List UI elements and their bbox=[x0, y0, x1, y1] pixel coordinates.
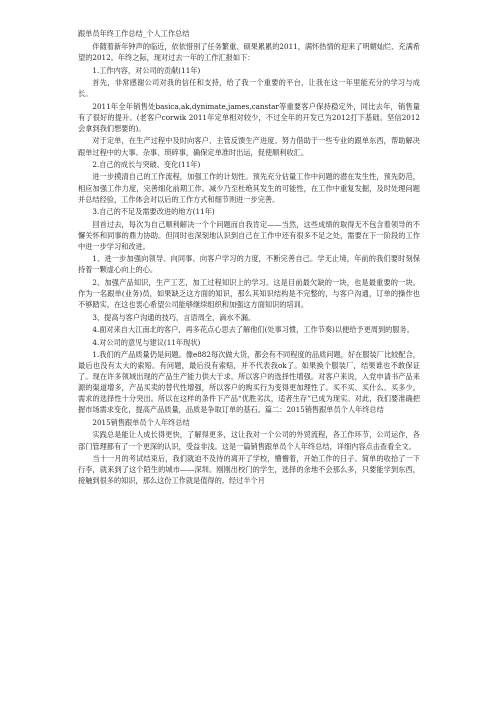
section-heading-growth: 2.自己的成长与突破、变化(11年) bbox=[92, 159, 201, 169]
paragraph: 实践总是能让人成长得更快，了解得更多，这让我对一个公司的外贸流程，各工作环节，公司运作，各部门管理都有了一个更深的认识，受益非浅。这是一篇销售跟单员个人年终总结，详细内容点击查看全文。 bbox=[78, 430, 420, 451]
section-heading-2015-summary: 2015销售跟单员个人年终总结 bbox=[92, 417, 190, 427]
paragraph: 对于定单，在生产过程中及时向客户、主管反馈生产进度。努力借助于一些专业的跟单东西，帮助解决跟单过程中的大事、杂事、琐碎事，确保定单准时出运，促使顺利收汇。 bbox=[78, 136, 420, 157]
paragraph: 首先，非常感谢公司对我的信任和支持，给了我一个重要的平台，让我在这一年里能充分的学习与成长。 bbox=[78, 78, 420, 99]
paragraph: 1.我们的产品质量仍是问题。像e882每次做大货，都会有不同程度的品质问题，好在服装厂比较配合，最后也没有太大的索赔。有问题，最后没有索赔，并不代表我ok了。如果换个服装厂，结果谁也不敢保证了。现在许多领域出现的产品生产能力供大于求。所以客户的选择性增强。对客户来说，入党申请书产品来源的渠道增多，产品买卖的替代性增强，所以客户的购买行为变得更加理性了。买不买、买什么、买多少，需求的选择性十分突出。所以在这样的条件下产品“优胜劣汰，适者生存”已成为现实。对此，我们要准确把握市场需求变化，提高产品质量，品质是争取订单的基石。篇二：2015销售跟单员个人年终总结 bbox=[78, 350, 420, 415]
paragraph: 回首过去，每次为自己顺利解决一个个问题而自我肯定——当然，这些成绩的取得无不包含着领导的不懈关怀和同事的鼎力协助。但同时也深刻地认识到自己在工作中还有很多不足之处，需要在下一阶段的工作中进一步学习和改进。 bbox=[78, 219, 420, 251]
section-heading-suggestions: 4.对公司的意见与建议(11年现状) bbox=[92, 337, 201, 347]
section-heading-work-content: 1.工作内容，对公司的贡献(11年) bbox=[92, 65, 201, 75]
document-title: 跟单员年终工作总结_个人工作总结 bbox=[78, 29, 190, 38]
list-item: 2、加强产品知识，生产工艺，加工过程知识上的学习。这是目前最欠缺的一块，也是最重要的一块。作为一名跟单(业务)员，如果缺乏这方面的知识，那么其知识结构是不完整的，与客户沟通，订单的操作也不够踏实。在这也衷心希望公司能够继续组织和加强这方面知识的培训。 bbox=[78, 277, 420, 310]
list-item: 1、进一步加强向领导、向同事、向客户学习的力度，不断完善自己。学无止境，年前的我们要时刻保持着一颗虚心向上的心。 bbox=[78, 254, 420, 275]
section-heading-shortcomings: 3.自己的不足及需要改进的地方(11年) bbox=[92, 207, 215, 217]
paragraph: 当十一月的考试结束后，我们就迫不及待的离开了学校，懵懵着，开始工作的日子。简单的收拾了一下行李，就来到了这个陌生的城市——深圳。刚刚出校门的学生，选择的余地不会那么多，只要能学到东西，接触到很多的知识，那么这份工作就是值得的。经过半个月 bbox=[78, 454, 420, 486]
list-item: 4.面对来自大江南北的客户，再多花点心思去了解他们(处事习惯，工作节奏)以便给予更周到的服务。 bbox=[92, 325, 414, 335]
paragraph-intro: 伴随着新年钟声的临近，依依惜别了任务繁重、硕果累累的2011，满怀热情的迎来了明媚灿烂、充满希望的2012。年终之际，现对过去一年的工作汇报如下： bbox=[78, 42, 420, 63]
list-item: 3、提高与客户沟通的技巧，言语周全，滴水不漏。 bbox=[92, 312, 256, 322]
paragraph: 2011年全年销售处basica,ak,dynimate,james,canstar等重要客户保持稳定外，同比去年，销售量有了很好的提升。(老客户corwik 2011年定单相对较少，不过全年的开发已为2012打下基础。坚信2012会拿到我们想要的)。 bbox=[78, 101, 420, 133]
document-body bbox=[78, 28, 420, 488]
paragraph: 进一步摸清自己的工作流程，加强工作的计划性。预先充分估量工作中问题的潜在发生性，预先防范，相应加强工作力度，完善细化前期工作。减少乃至杜绝其发生的可能性，在工作中重复发掘，及时处理问题并总结经验，工作体会对以后的工作方式和细节则进一步完善。 bbox=[78, 172, 420, 204]
